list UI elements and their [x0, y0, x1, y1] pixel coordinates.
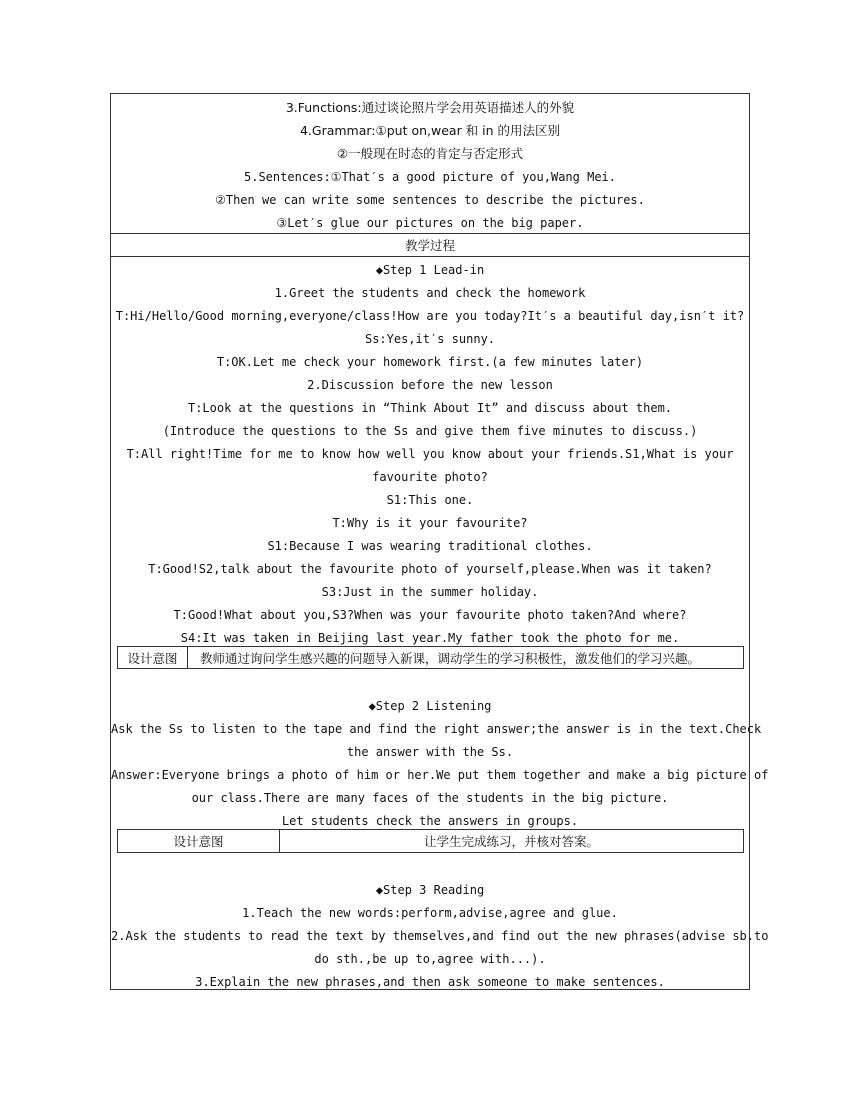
step3-line: do sth.,be up to,agree with...).: [314, 952, 546, 966]
step1-line: S1:Because I was wearing traditional clothes.: [267, 539, 593, 553]
design-intent-text: 让学生完成练习，并核对答案。: [423, 834, 599, 849]
step1-line: S4:It was taken in Beijing last year.My father took the photo for me.: [180, 631, 680, 645]
design-intent-text: 教师通过询问学生感兴趣的问题导入新课，调动学生的学习积极性，激发他们的学习兴趣。: [200, 650, 701, 666]
step2-line: our class.There are many faces of the students in the big picture.: [191, 791, 669, 805]
step2-line: Answer:Everyone brings a photo of him or her.We put them together and make a big picture of: [111, 768, 769, 782]
step1-line: S1:This one.: [386, 493, 474, 507]
step1-line: T:Good!S2,talk about the favourite photo of yourself,please.When was it taken?: [148, 562, 712, 576]
divider: [111, 233, 749, 234]
step1-line: T:Why is it your favourite?: [332, 516, 528, 530]
step1-line: S3:Just in the summer holiday.: [321, 585, 539, 599]
step1-title: ◆Step 1 Lead-in: [375, 263, 485, 277]
step1-line: 2.Discussion before the new lesson: [307, 378, 553, 392]
step1-line: Ss:Yes,it′s sunny.: [364, 332, 496, 346]
objective-sentences-3: ③Let′s glue our pictures on the big paper.: [276, 216, 584, 230]
step1-line: (Introduce the questions to the Ss and give them five minutes to discuss.): [162, 424, 698, 438]
lesson-plan-table: [110, 93, 769, 990]
design-intent-label: 设计意图: [118, 830, 280, 852]
step2-line: Let students check the answers in groups.: [281, 814, 579, 828]
step2-title: ◆Step 2 Listening: [368, 699, 492, 713]
step3-line: 2.Ask the students to read the text by themselves,and find out the new phrases(advise sb.to: [111, 929, 769, 943]
design-intent-label: 设计意图: [118, 647, 188, 668]
divider: [111, 256, 749, 257]
step3-line: 3.Explain the new phrases,and then ask someone to make sentences.: [195, 975, 665, 989]
step1-line: T:Hi/Hello/Good morning,everyone/class!How are you today?It′s a beautiful day,isn′t it?: [115, 309, 745, 323]
objective-sentences-2: ②Then we can write some sentences to describe the pictures.: [215, 193, 645, 207]
step1-line: T:OK.Let me check your homework first.(a few minutes later): [216, 355, 644, 369]
objective-grammar-1: 4.Grammar:①put on,wear 和 in 的用法区别: [299, 123, 561, 138]
step2-line: Ask the Ss to listen to the tape and find the right answer;the answer is in the text.Check: [111, 722, 762, 736]
step1-line: 1.Greet the students and check the homework: [274, 286, 586, 300]
step1-line: T:Good!What about you,S3?When was your favourite photo taken?And where?: [173, 608, 687, 622]
objective-sentences-1: 5.Sentences:①That′s a good picture of you,Wang Mei.: [244, 170, 616, 184]
step1-design-intent: [117, 646, 744, 669]
step1-line: T:All right!Time for me to know how well you know about your friends.S1,What is your: [126, 447, 734, 461]
step3-line: 1.Teach the new words:perform,advise,agree and glue.: [242, 906, 618, 920]
step1-line: favourite photo?: [372, 470, 488, 484]
step2-design-intent: [117, 829, 744, 853]
objective-grammar-2: ②一般现在时态的肯定与否定形式: [336, 146, 524, 161]
step2-line: the answer with the Ss.: [346, 745, 514, 759]
objective-functions: 3.Functions:通过谈论照片学会用英语描述人的外貌: [285, 100, 575, 115]
step3-title: ◆Step 3 Reading: [375, 883, 485, 897]
step1-line: T:Look at the questions in “Think About It” and discuss about them.: [187, 401, 673, 415]
process-title: 教学过程: [404, 238, 455, 253]
